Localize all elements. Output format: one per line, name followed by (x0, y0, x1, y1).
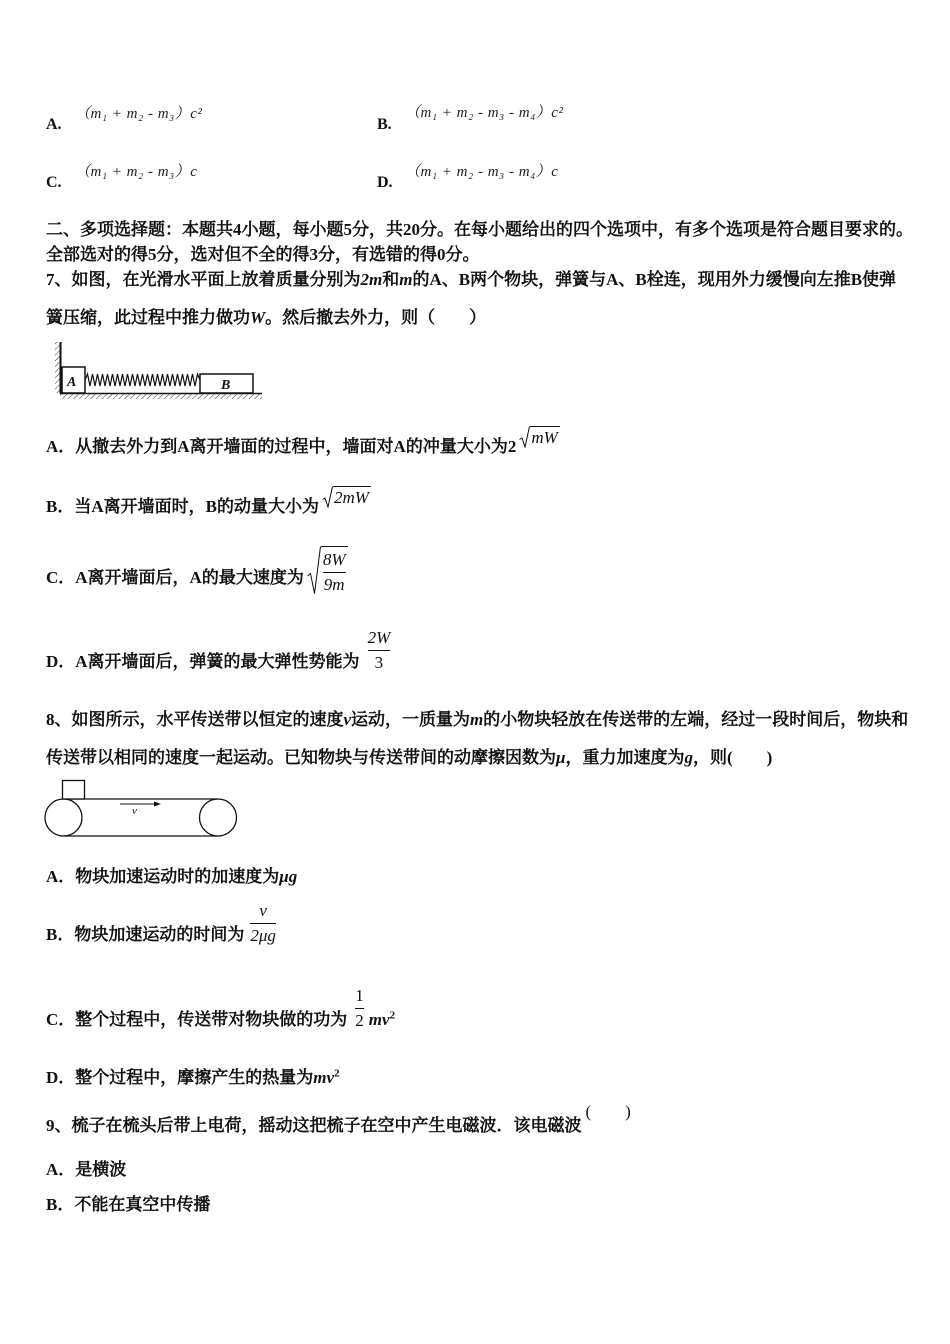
q7-option-d (46, 628, 392, 673)
q8-stem-text: 8、如图所示，水平传送带以恒定的速度 (46, 710, 344, 729)
q7-option-a-text: A．从撤去外力到A离开墙面的过程中，墙面对A的冲量大小为2 (46, 437, 517, 456)
q8-option-c-expr (369, 1009, 395, 1031)
q8-option-c-text: C．整个过程中，传送带对物块做的功为 (46, 1010, 348, 1029)
q8-option-d-expr (313, 1068, 339, 1087)
q8-option-b-text: B．物块加速运动的时间为 (46, 925, 245, 944)
q8-option-b-fraction (248, 901, 278, 946)
q6-option-c-label: C. (46, 174, 62, 191)
q6-option-c-formula: （m₁ + m₂ - m₃）c (75, 164, 198, 180)
q8-stem-text: 的小物块轻放在传送带的左端，经过一段时间后，物块和 (483, 710, 909, 729)
q9-option-a: A．是横波 (46, 1160, 127, 1179)
q8-option-b (46, 901, 278, 946)
section-heading-line-2: 全部选对的得5分，选对但不全的得3分，有选错的得0分。 (46, 245, 480, 264)
q8-option-c-fraction (353, 986, 366, 1031)
q7-option-c-fraction (321, 546, 348, 595)
q8-option-d-text: D．整个过程中，摩擦产生的热量为 (46, 1068, 314, 1087)
q8-option-a-expr: μg (279, 867, 298, 886)
conveyor-belt-figure (43, 778, 240, 840)
q8-stem-text: ，重力加速度为 (565, 748, 685, 767)
q6-option-b-formula: （m₁ + m₂ - m₃ - m₄）c² (405, 105, 564, 121)
spring-blocks-figure (55, 338, 267, 402)
block-b-label: B (221, 378, 231, 393)
q8-var-mu: μ (556, 748, 566, 767)
q8-stem-line-1 (46, 709, 908, 731)
q7-stem-text: 。然后撤去外力，则（ ） (265, 308, 487, 327)
q8-stem-text: ，则( ) (692, 748, 773, 767)
q7-option-c-sqrt (307, 546, 348, 595)
left-pulley (45, 799, 82, 836)
fraction-numerator: 8W (322, 550, 346, 569)
fraction-bar (355, 1008, 364, 1009)
velocity-arrowhead-icon (154, 802, 161, 807)
q6-option-d-formula: （m₁ + m₂ - m₃ - m₄）c (405, 164, 559, 180)
fraction-bar (250, 923, 276, 924)
q8-option-c (46, 986, 395, 1031)
radical-sign-icon (322, 486, 333, 508)
fraction-denominator: 3 (374, 653, 384, 672)
q7-option-b-sqrt (322, 486, 371, 508)
radical-sign-icon (307, 546, 321, 595)
section-heading-line-1: 二、多项选择题：本题共4小题，每小题5分，共20分。在每小题给出的四个选项中，有多个选项是符合题目要求的。 (46, 220, 913, 239)
q8-stem-text: 传送带以相同的速度一起运动。已知物块与传送带间的动摩擦因数为 (46, 748, 556, 767)
block-a-label: A (67, 375, 77, 390)
expr-exponent: 2 (389, 1009, 396, 1022)
q7-var-2m: 2m (360, 270, 383, 289)
spring (85, 374, 200, 386)
q9-stem-text: 9、梳子在梳头后带上电荷，摇动这把梳子在空中产生电磁波．该电磁波 (46, 1116, 582, 1135)
right-pulley (200, 799, 237, 836)
q7-option-b-radicand: 2mW (333, 488, 369, 507)
q7-option-a-radicand: mW (531, 428, 558, 447)
radical-sign-icon (519, 426, 530, 448)
q9-option-b: B．不能在真空中传播 (46, 1195, 211, 1214)
q8-option-a-text: A．物块加速运动时的加速度为 (46, 867, 280, 886)
q8-var-m: m (470, 710, 484, 729)
expr-exponent: 2 (334, 1067, 340, 1080)
q6-option-b-label: B. (377, 116, 392, 133)
q7-stem-text: 和 (382, 270, 400, 289)
q7-option-c (46, 540, 348, 594)
fraction-denominator: 2μg (250, 926, 276, 945)
q7-stem-line-1 (46, 269, 896, 291)
q6-option-d-label: D. (377, 174, 393, 191)
q7-option-b-text: B．当A离开墙面时，B的动量大小为 (46, 497, 319, 516)
q6-option-a-label: A. (46, 116, 62, 133)
q8-var-v: v (343, 710, 352, 729)
wall-hatching (55, 342, 60, 393)
q8-option-d (46, 1067, 340, 1089)
q8-var-g: g (684, 748, 693, 767)
q9-answer-blank: ( ) (585, 1102, 631, 1121)
q7-stem-text: 的A、B两个物块，弹簧与A、B栓连，现用外力缓慢向左推B使弹 (412, 270, 897, 289)
expr-base: mv (313, 1068, 335, 1087)
small-block (63, 781, 85, 800)
q7-var-m: m (399, 270, 413, 289)
q7-option-a (46, 428, 560, 458)
q7-var-w: W (250, 308, 266, 327)
q7-stem-text: 7、如图，在光滑水平面上放着质量分别为 (46, 270, 361, 289)
fraction-bar (323, 572, 346, 573)
q7-option-c-text: C．A离开墙面后，A的最大速度为 (46, 568, 304, 587)
q8-stem-text: 运动，一质量为 (351, 710, 471, 729)
fraction-numerator: 2W (367, 628, 391, 647)
q9-stem (46, 1102, 631, 1137)
fraction-denominator: 2 (355, 1011, 364, 1030)
q7-option-d-fraction (366, 628, 393, 673)
velocity-label: v (132, 805, 137, 817)
expr-base: mv (368, 1010, 390, 1029)
fraction-bar (368, 650, 391, 651)
fraction-numerator: 1 (355, 986, 364, 1005)
fraction-denominator: 9m (323, 575, 345, 594)
q7-stem-line-2 (46, 307, 486, 329)
q7-option-a-sqrt (519, 426, 559, 448)
q8-stem-line-2 (46, 747, 772, 769)
q7-stem-text: 簧压缩，此过程中推力做功 (46, 308, 250, 327)
q7-option-b (46, 488, 371, 518)
q8-option-a (46, 866, 297, 888)
fraction-numerator: v (259, 901, 267, 920)
q7-option-d-text: D．A离开墙面后，弹簧的最大弹性势能为 (46, 652, 360, 671)
q6-option-a-formula: （m₁ + m₂ - m₃）c² (75, 106, 203, 122)
